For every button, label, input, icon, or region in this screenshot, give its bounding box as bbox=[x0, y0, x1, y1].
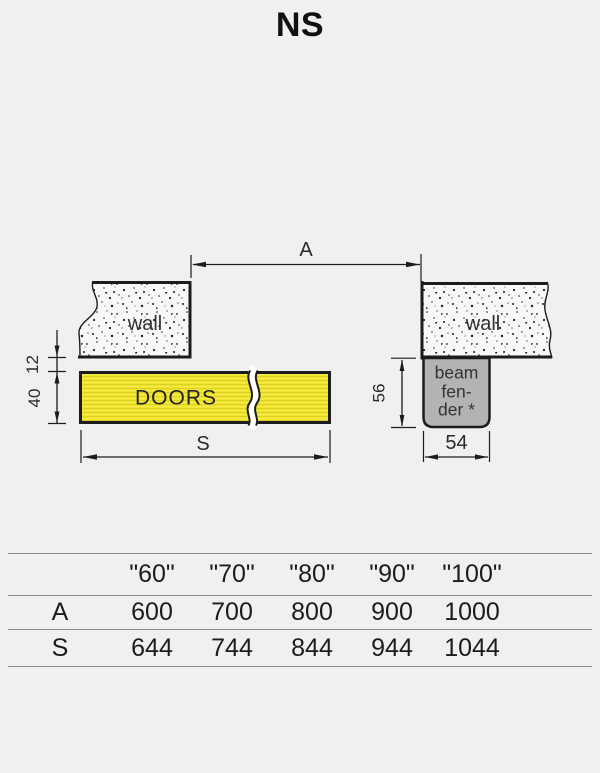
dim-40-label: 40 bbox=[25, 388, 44, 408]
arrow-right-icon bbox=[314, 454, 328, 459]
table-cell: 844 bbox=[291, 633, 333, 662]
arrow-down-icon bbox=[55, 412, 60, 423]
arrow-right-icon bbox=[406, 262, 420, 267]
wall-left-label: wall bbox=[127, 313, 163, 335]
arrow-left-icon bbox=[83, 454, 97, 459]
table-cell: 800 bbox=[291, 598, 333, 626]
table-cell: 600 bbox=[131, 598, 173, 626]
arrow-down-icon bbox=[55, 346, 60, 357]
dim-s-label: S bbox=[196, 433, 210, 455]
dimension-a bbox=[191, 239, 421, 281]
table-row-s bbox=[8, 630, 592, 667]
row-label-a: A bbox=[51, 598, 69, 626]
table-cell: 700 bbox=[211, 598, 253, 626]
dim-56-label: 56 bbox=[369, 383, 389, 403]
dim-a-label: A bbox=[299, 239, 313, 261]
arrow-left-icon bbox=[425, 454, 438, 459]
dimension-54 bbox=[424, 431, 490, 462]
table-cell: 644 bbox=[131, 633, 173, 662]
dim-12-label: 12 bbox=[23, 355, 42, 374]
table-row-a bbox=[8, 596, 592, 630]
table-header-row bbox=[8, 553, 592, 596]
dim-54-label: 54 bbox=[445, 432, 468, 454]
size-table bbox=[8, 553, 592, 667]
table-col-header-60: "60" bbox=[129, 560, 175, 588]
arrow-down-icon bbox=[400, 415, 405, 427]
beam-fender-label-2: fen- bbox=[441, 381, 472, 402]
doors-bar bbox=[81, 367, 330, 430]
wall-left bbox=[78, 281, 192, 359]
dimension-s bbox=[81, 430, 330, 463]
wall-right bbox=[421, 281, 553, 360]
beam-fender bbox=[424, 358, 490, 427]
row-label-s: S bbox=[51, 633, 69, 662]
arrow-up-icon bbox=[400, 360, 405, 372]
table-col-header-70: "70" bbox=[209, 560, 255, 588]
table-col-header-80: "80" bbox=[289, 560, 335, 588]
table-cell: 900 bbox=[371, 598, 413, 626]
doors-label: DOORS bbox=[134, 386, 218, 410]
table-col-header-90: "90" bbox=[369, 560, 415, 588]
table-cell: 944 bbox=[371, 633, 413, 662]
arrow-left-icon bbox=[192, 262, 206, 267]
arrow-up-icon bbox=[55, 373, 60, 384]
dimension-12-40 bbox=[23, 330, 66, 424]
table-cell: 1000 bbox=[444, 598, 500, 626]
beam-fender-label-1: beam bbox=[434, 362, 479, 383]
dimension-diagram bbox=[0, 230, 600, 480]
wall-right-label: wall bbox=[465, 313, 501, 335]
table-cell: 744 bbox=[211, 633, 253, 662]
table-cell: 1044 bbox=[444, 633, 500, 662]
dimension-56 bbox=[370, 358, 417, 427]
arrow-right-icon bbox=[475, 454, 488, 459]
beam-fender-label-3: der * bbox=[438, 399, 475, 420]
table-col-header-100: "100" bbox=[442, 560, 502, 588]
page-title: NS bbox=[275, 6, 325, 44]
